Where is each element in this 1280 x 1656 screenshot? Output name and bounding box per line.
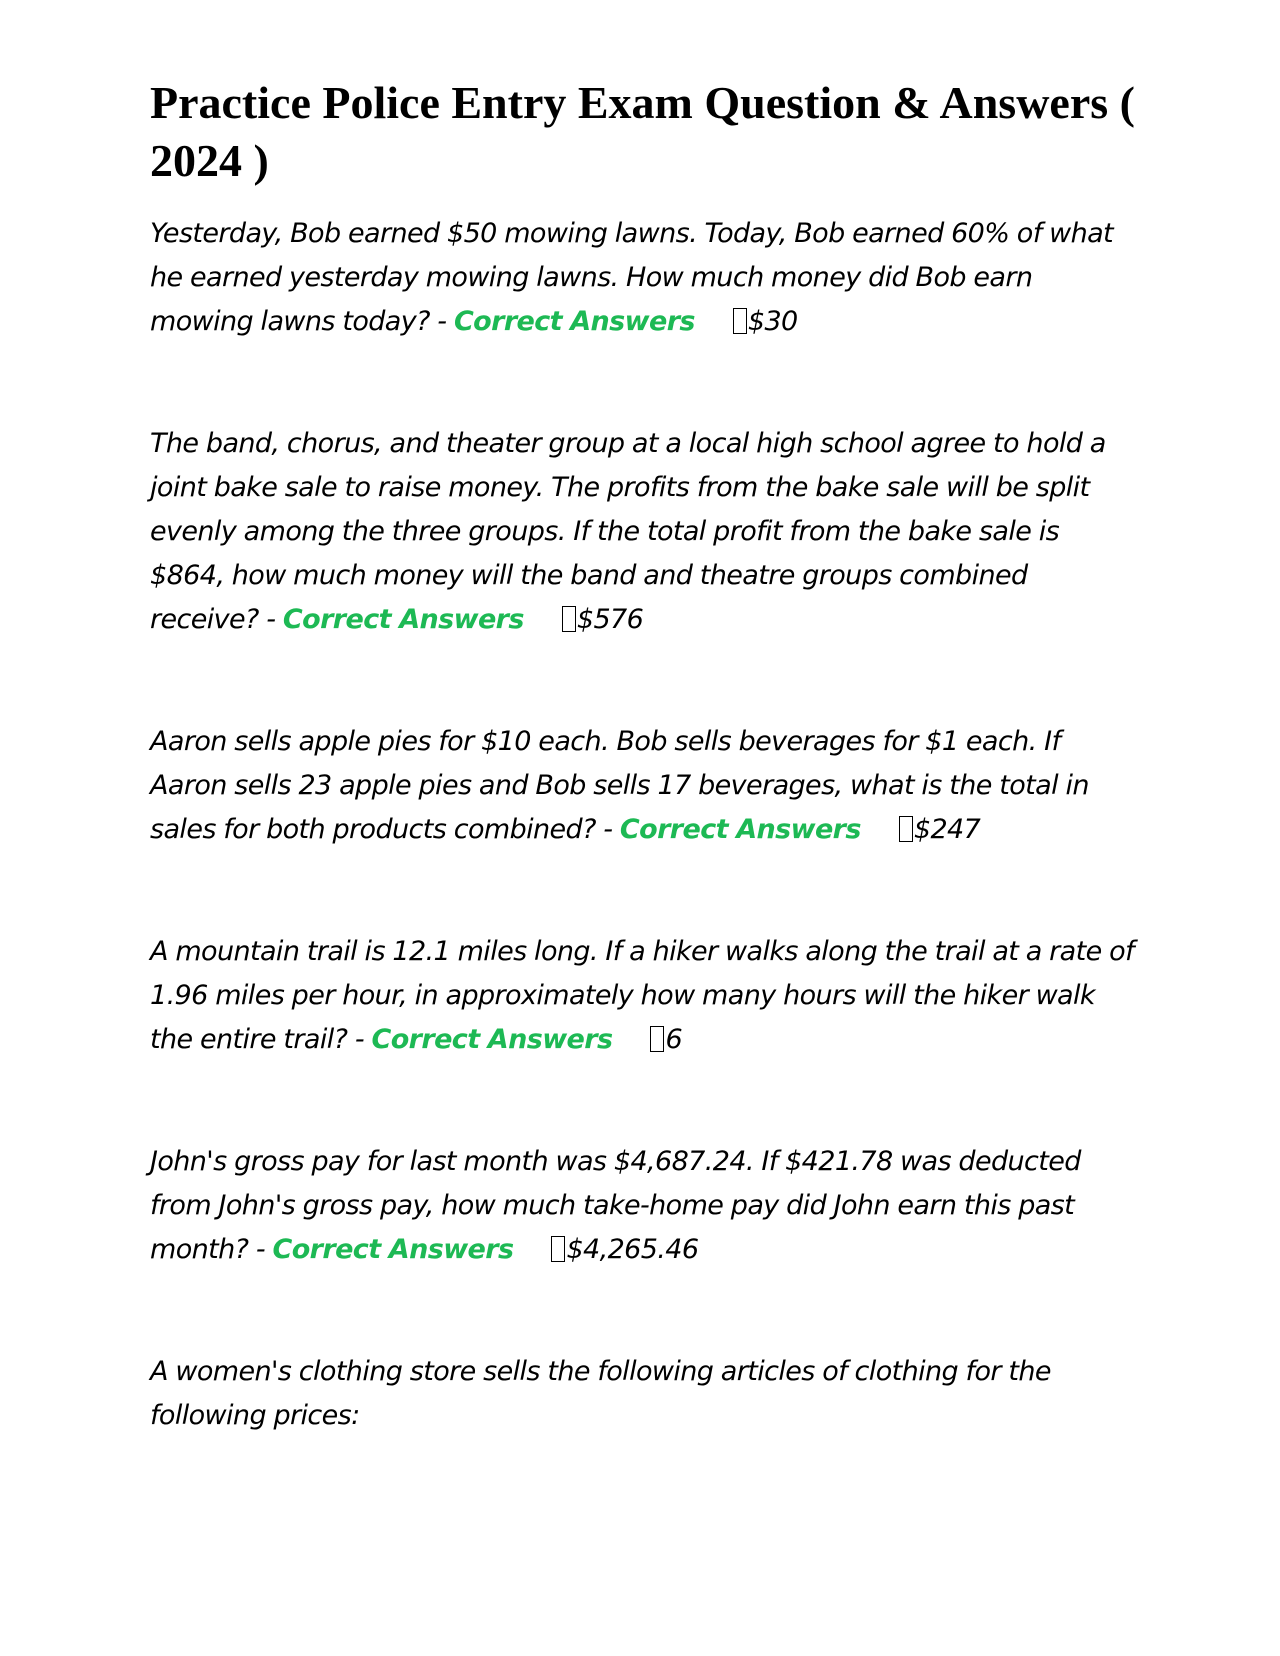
answer-label: Correct Answers: [453, 306, 695, 337]
question-text: Yesterday, Bob earned $50 mowing lawns. Today, Bob earned 60% of what he earned yesterday mowing lawns. How much money did Bob earn mowing lawns today? -: [150, 218, 1114, 337]
qa-item: [150, 1350, 1135, 1438]
question-text: The band, chorus, and theater group at a local high school agree to hold a joint bake sale to raise money. The profits from the bake sale will be split evenly among the three groups. If the total profit from the bake sale is $864, how much money will the band and theatre groups combined receive? -: [150, 428, 1106, 635]
missing-glyph-icon: [551, 1236, 565, 1262]
answer-text: $247: [913, 814, 981, 845]
answer-text: $30: [747, 306, 798, 337]
answer-label: Correct Answers: [371, 1024, 613, 1055]
document-title: Practice Police Entry Exam Question & Answers ( 2024 ): [150, 77, 1135, 186]
answer-text: $4,265.46: [566, 1234, 699, 1265]
missing-glyph-icon: [650, 1026, 664, 1052]
missing-glyph-icon: [899, 816, 913, 842]
qa-item: [150, 1140, 1135, 1272]
question-text: John's gross pay for last month was $4,687.24. If $421.78 was deducted from John's gross pay, how much take-home pay did John earn this past month? -: [150, 1146, 1081, 1265]
question-text: Aaron sells apple pies for $10 each. Bob sells beverages for $1 each. If Aaron sells 23 apple pies and Bob sells 17 beverages, what is the total in sales for both products combined? -: [150, 726, 1089, 845]
question-text: A women's clothing store sells the following articles of clothing for the following prices:: [150, 1356, 1051, 1431]
answer-label: Correct Answers: [282, 604, 524, 635]
answer-label: Correct Answers: [619, 814, 861, 845]
qa-item: [150, 422, 1135, 642]
qa-item: [150, 930, 1135, 1062]
qa-item: [150, 720, 1135, 852]
answer-text: $576: [576, 604, 644, 635]
document-page: [150, 74, 1135, 1516]
question-text: A mountain trail is 12.1 miles long. If a hiker walks along the trail at a rate of 1.96 miles per hour, in approximately how many hours will the hiker walk the entire trail? -: [150, 936, 1134, 1055]
answer-text: 6: [665, 1024, 683, 1055]
missing-glyph-icon: [562, 606, 576, 632]
qa-item: [150, 212, 1135, 344]
answer-label: Correct Answers: [272, 1234, 514, 1265]
missing-glyph-icon: [733, 308, 747, 334]
